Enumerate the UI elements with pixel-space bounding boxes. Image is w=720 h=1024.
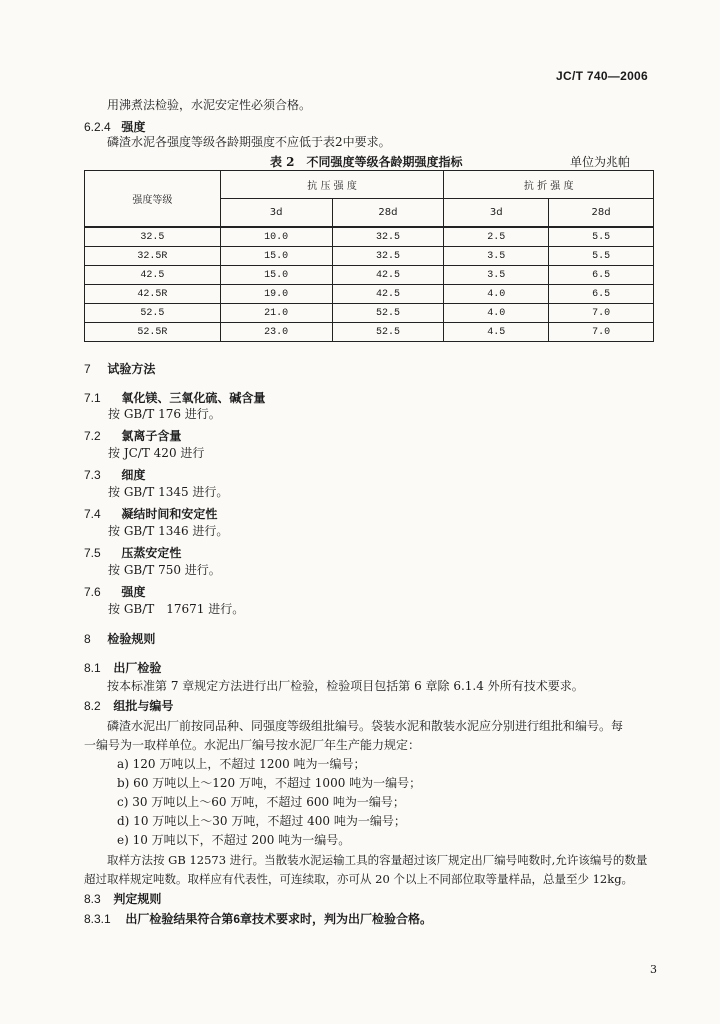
cell-compressive-3d: 21.0 — [220, 304, 332, 323]
section-title: 氧化镁、三氧化硫、碱含量 — [121, 391, 266, 405]
section-7-2-body: 按 JC/T 420 进行 — [108, 446, 205, 460]
table-row — [85, 285, 654, 304]
section-number: 8 — [84, 632, 91, 646]
cell-flexural-3d: 4.0 — [444, 304, 549, 323]
section-7-4-body: 按 GB/T 1346 进行。 — [108, 524, 229, 538]
section-7-1-heading — [84, 389, 265, 406]
sampling-line1: 取样方法按 GB 12573 进行。当散装水泥运输工具的容量超过该厂规定出厂编号吨数时,允许该编号的数量 — [107, 853, 648, 867]
section-7-6-body: 按 GB/T 17671 进行。 — [108, 602, 245, 616]
table-row — [85, 227, 654, 247]
section-7-6-heading — [84, 583, 145, 600]
section-7-2-heading — [84, 427, 181, 444]
cell-grade: 32.5 — [85, 227, 221, 247]
section-number: 8.3 — [84, 892, 101, 906]
section-7-3-body: 按 GB/T 1345 进行。 — [108, 485, 229, 499]
section-title: 凝结时间和安定性 — [121, 507, 218, 521]
cell-compressive-28d: 52.5 — [332, 304, 444, 323]
document-code: JC/T 740—2006 — [556, 69, 648, 83]
cell-compressive-3d: 19.0 — [220, 285, 332, 304]
section-8-1-body: 按本标准第 7 章规定方法进行出厂检验，检验项目包括第 6 章除 6.1.4 外所有技术要求。 — [107, 679, 584, 693]
table-unit: 单位为兆帕 — [570, 155, 631, 169]
list-item: b) 60 万吨以上～120 万吨，不超过 1000 吨为一编号； — [117, 776, 422, 790]
cell-flexural-3d: 3.5 — [444, 266, 549, 285]
cell-grade: 42.5R — [85, 285, 221, 304]
header-compressive-28d: 28d — [332, 199, 444, 228]
section-number: 7.2 — [84, 429, 101, 443]
cell-compressive-28d: 52.5 — [332, 323, 444, 342]
cell-flexural-3d: 2.5 — [444, 227, 549, 247]
section-8-3-heading — [84, 890, 161, 907]
cell-compressive-3d: 23.0 — [220, 323, 332, 342]
section-title: 细度 — [121, 468, 146, 482]
section-number: 8.2 — [84, 699, 101, 713]
table-row — [85, 266, 654, 285]
section-number: 7 — [84, 362, 91, 376]
header-compressive-3d: 3d — [220, 199, 332, 228]
table-row — [85, 323, 654, 342]
header-grade: 强度等级 — [85, 171, 221, 228]
section-7-5-heading — [84, 544, 181, 561]
section-title: 试验方法 — [107, 362, 156, 376]
cell-compressive-3d: 15.0 — [220, 266, 332, 285]
section-7-5-body: 按 GB/T 750 进行。 — [108, 563, 221, 577]
section-number: 7.4 — [84, 507, 101, 521]
list-item: c) 30 万吨以上～60 万吨，不超过 600 吨为一编号； — [117, 795, 405, 809]
section-title: 组批与编号 — [113, 699, 174, 713]
section-8-1-heading — [84, 659, 161, 676]
section-body: 出厂检验结果符合第6章技术要求时，判为出厂检验合格。 — [125, 912, 433, 926]
cell-flexural-3d: 4.5 — [444, 323, 549, 342]
section-number: 7.1 — [84, 391, 101, 405]
header-flexural-3d: 3d — [444, 199, 549, 228]
section-title: 检验规则 — [107, 632, 156, 646]
section-number: 8.1 — [84, 661, 101, 675]
table-caption: 表 2 不同强度等级各龄期强度指标 — [270, 155, 463, 169]
section-number: 8.3.1 — [84, 912, 111, 926]
section-number: 7.6 — [84, 585, 101, 599]
section-8-heading — [84, 630, 155, 647]
section-8-2-body-line1: 磷渣水泥出厂前按同品种、同强度等级组批编号。袋装水泥和散装水泥应分别进行组批和编号。每 — [107, 719, 624, 733]
cell-compressive-28d: 32.5 — [332, 247, 444, 266]
strength-table — [84, 170, 654, 342]
section-number: 7.5 — [84, 546, 101, 560]
cell-grade: 32.5R — [85, 247, 221, 266]
section-title: 强度 — [121, 120, 146, 134]
cell-compressive-28d: 42.5 — [332, 266, 444, 285]
section-7-1-body: 按 GB/T 176 进行。 — [108, 407, 221, 421]
cell-flexural-28d: 6.5 — [549, 266, 654, 285]
section-number: 6.2.4 — [84, 120, 111, 134]
section-6-2-4-body: 磷渣水泥各强度等级各龄期强度不应低于表2中要求。 — [107, 135, 391, 149]
section-title: 压蒸安定性 — [121, 546, 182, 560]
section-7-heading — [84, 360, 155, 377]
header-compressive: 抗 压 强 度 — [220, 171, 444, 199]
cell-flexural-28d: 7.0 — [549, 323, 654, 342]
cell-compressive-28d: 42.5 — [332, 285, 444, 304]
cell-flexural-28d: 7.0 — [549, 304, 654, 323]
list-item: d) 10 万吨以上～30 万吨，不超过 400 吨为一编号； — [117, 814, 406, 828]
list-item: e) 10 万吨以下，不超过 200 吨为一编号。 — [117, 833, 351, 847]
intro-line: 用沸煮法检验，水泥安定性必须合格。 — [107, 98, 312, 112]
section-title: 氯离子含量 — [121, 429, 182, 443]
cell-flexural-28d: 6.5 — [549, 285, 654, 304]
cell-compressive-3d: 10.0 — [220, 227, 332, 247]
section-8-3-1 — [84, 910, 432, 927]
section-7-4-heading — [84, 505, 217, 522]
cell-flexural-28d: 5.5 — [549, 247, 654, 266]
cell-compressive-3d: 15.0 — [220, 247, 332, 266]
section-number: 7.3 — [84, 468, 101, 482]
section-8-2-body-line2: 一编号为一取样单位。水泥出厂编号按水泥厂年生产能力规定： — [84, 738, 421, 752]
cell-grade: 42.5 — [85, 266, 221, 285]
table-row — [85, 247, 654, 266]
page-number: 3 — [650, 963, 657, 976]
cell-compressive-28d: 32.5 — [332, 227, 444, 247]
sampling-line2: 超过取样规定吨数。取样应有代表性，可连续取，亦可从 20 个以上不同部位取等量样品，总量至少 12kg。 — [84, 872, 634, 886]
section-6-2-4-heading — [84, 118, 145, 135]
header-flexural: 抗 折 强 度 — [444, 171, 654, 199]
cell-flexural-3d: 4.0 — [444, 285, 549, 304]
table-row — [85, 304, 654, 323]
cell-grade: 52.5R — [85, 323, 221, 342]
header-flexural-28d: 28d — [549, 199, 654, 228]
cell-grade: 52.5 — [85, 304, 221, 323]
list-item: a) 120 万吨以上，不超过 1200 吨为一编号； — [117, 757, 366, 771]
section-title: 强度 — [121, 585, 146, 599]
cell-flexural-3d: 3.5 — [444, 247, 549, 266]
section-title: 出厂检验 — [113, 661, 162, 675]
section-8-2-heading — [84, 697, 173, 714]
section-7-3-heading — [84, 466, 145, 483]
section-title: 判定规则 — [113, 892, 162, 906]
cell-flexural-28d: 5.5 — [549, 227, 654, 247]
